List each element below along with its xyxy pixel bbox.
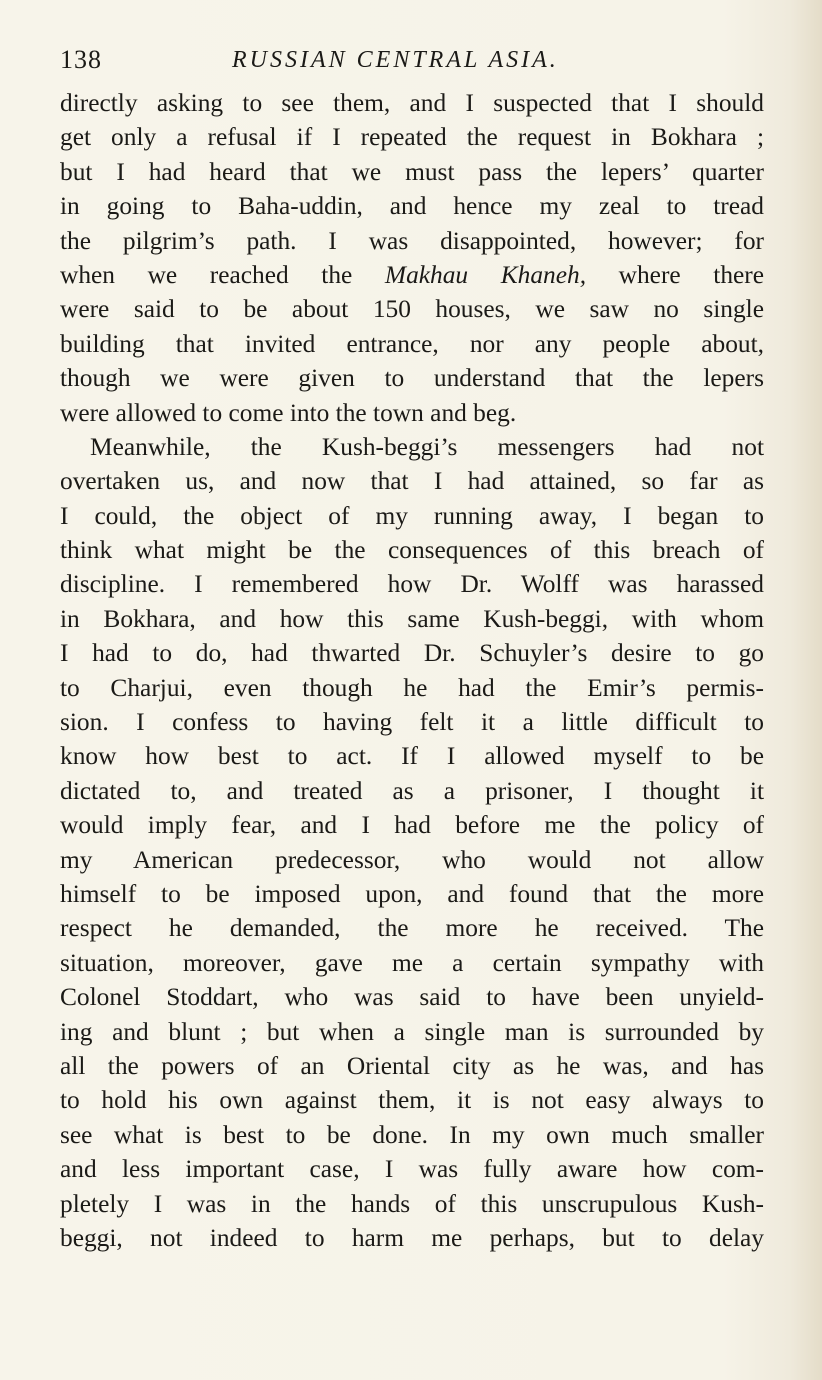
italic-place-name: Makhau Khaneh, [384,260,587,289]
text-line [60,258,764,292]
text-line: respect he demanded, the more he received. The [60,914,764,943]
text-line: ing and blunt ; but when a single man is surrounded by [60,1017,764,1046]
body-text [60,86,764,1255]
text-line: I could, the object of my running away, I began to [60,501,764,530]
text-line: himself to be imposed upon, and found that the more [60,879,764,908]
running-title: RUSSIAN CENTRAL ASIA. [232,47,559,73]
text-line: my American predecessor, who would not allow [60,845,764,874]
text-line: think what might be the consequences of this breach of [60,536,764,565]
text-line: were said to be about 150 houses, we saw no single [60,295,764,324]
text-line: sion. I confess to having felt it a little difficult to [60,708,764,737]
text-line: would imply fear, and I had before me the policy of [60,811,764,840]
text-line: get only a refusal if I repeated the request in Bokhara ; [60,123,764,152]
text-line: see what is best to be done. In my own much smaller [60,1120,764,1149]
text-run: when we reached the [60,260,385,289]
text-line: beggi, not indeed to harm me perhaps, but to delay [60,1223,764,1252]
text-run: where there [586,260,764,289]
text-line: I had to do, had thwarted Dr. Schuyler’s desire to go [60,639,764,668]
text-line: dictated to, and treated as a prisoner, I thought it [60,776,764,805]
text-line: to hold his own against them, it is not easy always to [60,1086,764,1115]
text-line: all the powers of an Oriental city as he was, and has [60,1051,764,1080]
text-line: know how best to act. If I allowed myself to be [60,742,764,771]
text-line: building that invited entrance, nor any people about, [60,329,764,358]
running-head [60,42,764,78]
text-line: and less important case, I was fully aware how com- [60,1155,764,1184]
text-line: in Bokhara, and how this same Kush-beggi, with whom [60,604,764,633]
text-line: in going to Baha-uddin, and hence my zeal to tread [60,192,764,221]
text-line: Colonel Stoddart, who was said to have been unyield- [60,983,764,1012]
page-number: 138 [60,45,102,74]
text-line: though we were given to understand that the lepers [60,364,764,393]
text-line: but I had heard that we must pass the lepers’ quarter [60,157,764,186]
text-line: to Charjui, even though he had the Emir’s permis- [60,673,764,702]
text-line: Meanwhile, the Kush-beggi’s messengers had not [90,432,764,461]
text-line: overtaken us, and now that I had attained, so far as [60,467,764,496]
text-line: directly asking to see them, and I suspected that I should [60,89,764,117]
text-line: discipline. I remembered how Dr. Wolff was harassed [60,570,764,599]
text-line: were allowed to come into the town and beg. [60,398,517,427]
text-line: the pilgrim’s path. I was disappointed, however; for [60,226,764,255]
text-line: situation, moreover, gave me a certain sympathy with [60,948,764,977]
text-line: pletely I was in the hands of this unscrupulous Kush- [60,1189,764,1218]
